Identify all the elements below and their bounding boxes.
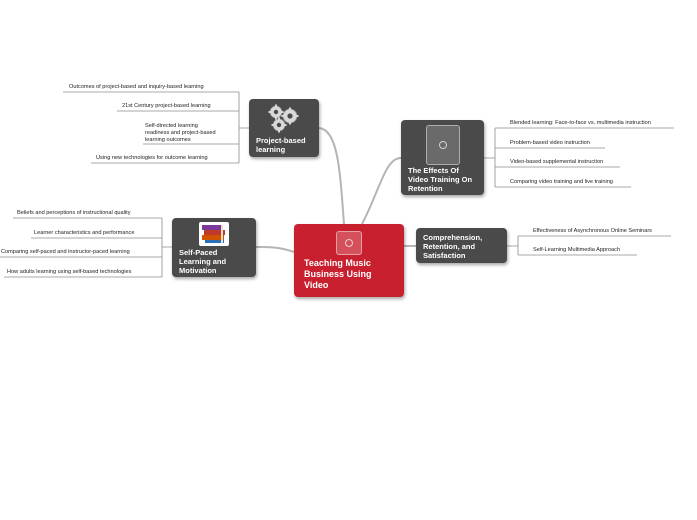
branch-comprehension-retention[interactable]	[416, 228, 507, 263]
selfpaced-leaf-beliefs[interactable]: Beliefs and perceptions of instructional quality	[17, 210, 131, 216]
branch-project-label: Project-based learning	[256, 136, 306, 154]
video-leaf-supplemental[interactable]: Video-based supplemental instruction	[510, 159, 604, 165]
branch-comprehension-label: Comprehension, Retention, and Satisfaction	[423, 233, 483, 260]
selfpaced-leaf-comparing[interactable]: Comparing self-paced and instructor-paced learning	[1, 249, 130, 255]
selfpaced-leaf-learner-characteristics[interactable]: Learner characteristics and performance	[34, 230, 135, 236]
image-placeholder-icon	[426, 125, 460, 165]
connector-project	[319, 128, 344, 224]
branch-video-label: The Effects Of Video Training On Retention	[408, 166, 473, 193]
project-leaf-outcomes[interactable]: Outcomes of project-based and inquiry-based learning	[69, 84, 204, 90]
video-leaf-blended-learning[interactable]: Blended learning: Face-to-face vs. multimedia instruction	[510, 120, 651, 126]
project-leaf-21st-century[interactable]: 21st Century project-based learning	[122, 103, 211, 109]
comprehension-leaf-multimedia[interactable]: Self-Learning Multimedia Approach	[533, 247, 621, 253]
video-leaf-comparing[interactable]: Comparing video training and live training	[510, 179, 613, 185]
branch-video-training-retention[interactable]	[401, 120, 484, 195]
branch-selfpaced-label: Self-Paced Learning and Motivation	[179, 248, 227, 275]
connector-video	[362, 158, 401, 224]
image-placeholder-icon	[336, 231, 362, 255]
connector-selfpaced	[256, 247, 294, 252]
books-icon	[199, 222, 229, 246]
central-topic-label: Teaching Music Business Using Video	[304, 258, 372, 290]
branch-self-paced-learning[interactable]	[172, 218, 256, 277]
gears-icon	[267, 103, 301, 133]
video-leaf-problem-based[interactable]: Problem-based video instruction	[510, 140, 590, 146]
branch-project-based-learning[interactable]	[249, 99, 319, 157]
central-topic[interactable]	[294, 224, 404, 297]
comprehension-leaf-asynchronous[interactable]: Effectiveness of Asynchronous Online Seminars	[533, 228, 652, 234]
selfpaced-leaf-how-adults[interactable]: How adults learning using self-based technologies	[7, 269, 132, 275]
project-leaf-new-technologies[interactable]: Using new technologies for outcome learning	[96, 155, 208, 161]
project-leaf-self-directed[interactable]: Self-directed learning readiness and project-based learning outcomes	[145, 123, 216, 143]
